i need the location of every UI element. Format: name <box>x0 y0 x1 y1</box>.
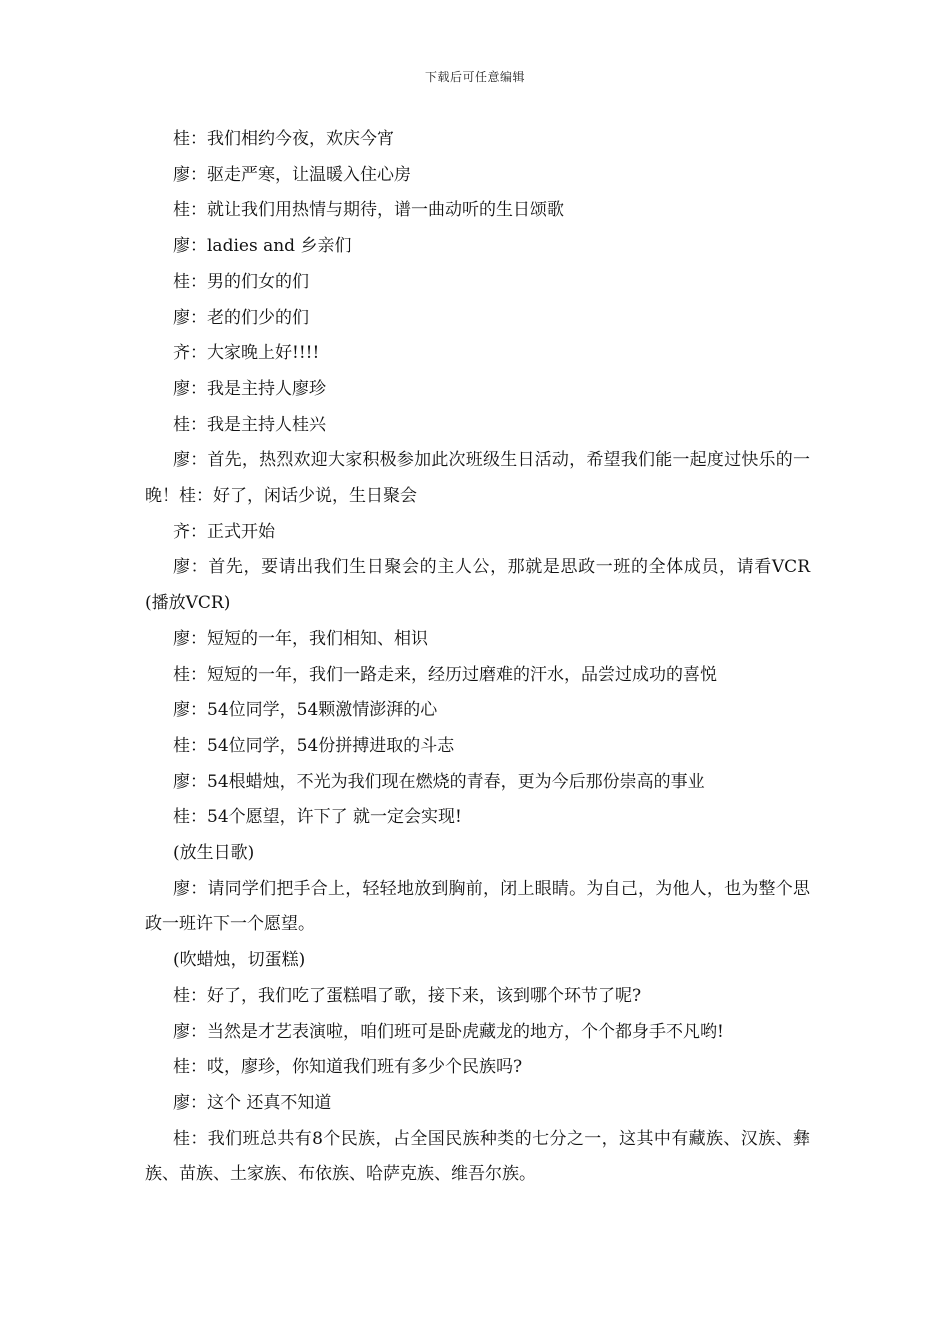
paragraph: 廖：54位同学，54颗激情澎湃的心 <box>173 700 438 721</box>
paragraph: 桂：54位同学，54份拼搏进取的斗志 <box>173 735 455 756</box>
paragraph: 廖：驱走严寒，让温暖入住心房 <box>173 164 411 185</box>
paragraph: (放生日歌) <box>173 843 255 864</box>
paragraph: 廖：ladies and 乡亲们 <box>173 236 352 257</box>
paragraph: 桂：我们班总共有8个民族，占全国民族种类的七分之一，这其中有藏族、汉族、彝族、苗族、土家族、布依族、哈萨克族、维吾尔族。 <box>145 1128 810 1185</box>
paragraph: 廖：这个 还真不知道 <box>173 1092 332 1113</box>
paragraph: 齐：正式开始 <box>173 521 275 542</box>
paragraph: 桂：就让我们用热情与期待，谱一曲动听的生日颂歌 <box>173 200 564 221</box>
paragraph: 廖：我是主持人廖珍 <box>173 378 326 399</box>
paragraph: 桂：我们相约今夜，欢庆今宵 <box>173 129 394 149</box>
document-body <box>145 122 810 1193</box>
paragraph: 廖：短短的一年，我们相知、相识 <box>173 628 428 649</box>
paragraph: 桂：短短的一年，我们一路走来，经历过磨难的汗水，品尝过成功的喜悦 <box>173 664 717 685</box>
paragraph: 齐：大家晚上好!!!! <box>173 343 320 364</box>
paragraph: 桂：54个愿望，许下了 就一定会实现! <box>173 807 462 828</box>
paragraph: 廖：首先，热烈欢迎大家积极参加此次班级生日活动，希望我们能一起度过快乐的一晚！桂：好了，闲话少说，生日聚会 <box>145 450 810 507</box>
paragraph: 廖：当然是才艺表演啦，咱们班可是卧虎藏龙的地方，个个都身手不凡哟! <box>173 1021 724 1042</box>
paragraph: 桂：男的们女的们 <box>173 271 309 292</box>
paragraph: 桂：好了，我们吃了蛋糕唱了歌，接下来，该到哪个环节了呢? <box>173 985 642 1006</box>
paragraph: 廖：54根蜡烛，不光为我们现在燃烧的青春，更为今后那份崇高的事业 <box>173 771 705 792</box>
paragraph: 廖：请同学们把手合上，轻轻地放到胸前，闭上眼睛。为自己，为他人，也为整个思政一班许下一个愿望。 <box>145 878 810 935</box>
paragraph: 廖：首先，要请出我们生日聚会的主人公，那就是思政一班的全体成员，请看VCR (播放VCR) <box>145 557 810 614</box>
paragraph: 桂：哎，廖珍，你知道我们班有多少个民族吗? <box>173 1057 523 1078</box>
paragraph: (吹蜡烛，切蛋糕) <box>173 950 306 971</box>
paragraph: 廖：老的们少的们 <box>173 307 309 328</box>
page-header: 下载后可任意编辑 <box>424 70 525 84</box>
paragraph: 桂：我是主持人桂兴 <box>173 414 326 435</box>
